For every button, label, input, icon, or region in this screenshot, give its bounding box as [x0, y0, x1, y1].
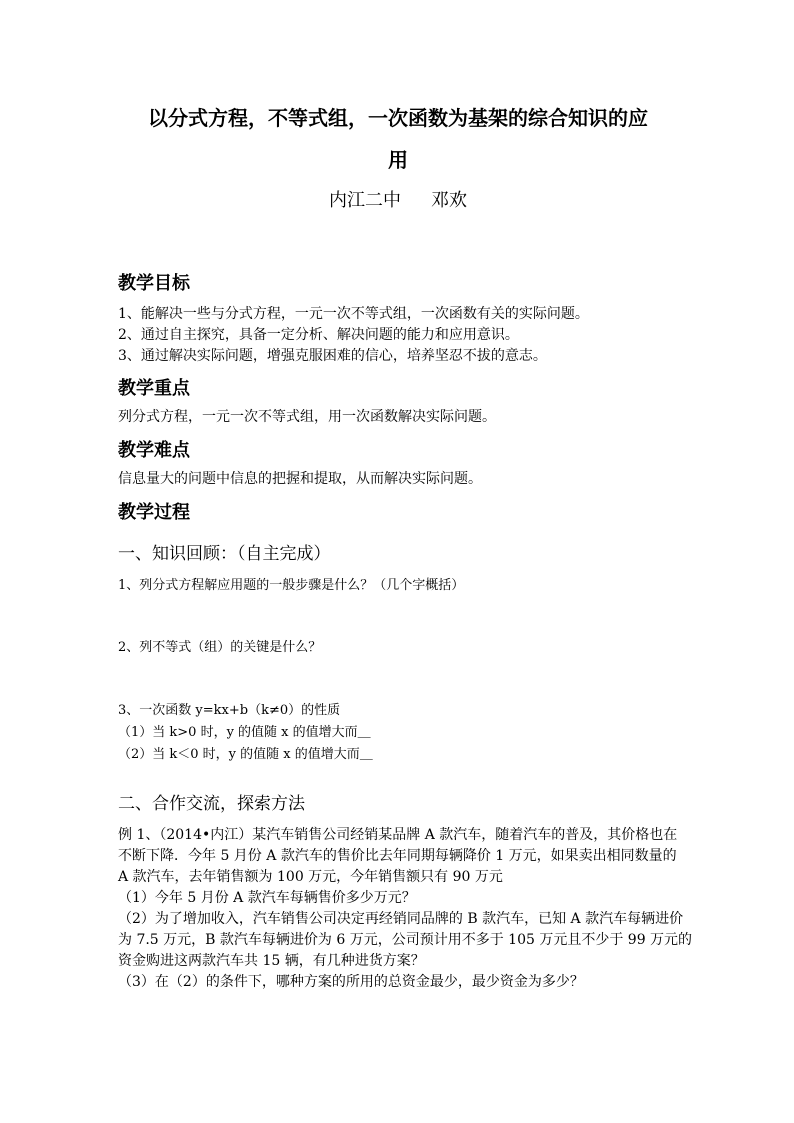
example-line: （2）为了增加收入，汽车销售公司决定再经销同品牌的 B 款汽车，已知 A 款汽车每辆进价 — [118, 911, 684, 927]
author-school: 内江二中 — [329, 190, 401, 211]
example-line: （1）今年 5 月份 A 款汽车每辆售价多少万元？ — [118, 890, 416, 906]
difficulties-section — [118, 438, 688, 464]
process-heading: 教学过程 — [118, 502, 190, 523]
title-line-2: 用 — [388, 148, 408, 172]
example-1 — [118, 825, 693, 993]
example-line: （3）在（2）的条件下，哪种方案的所用的总资金最少，最少资金为多少？ — [118, 974, 584, 990]
difficulties-heading: 教学难点 — [118, 440, 190, 461]
key-points-body — [118, 407, 688, 428]
review-section — [118, 542, 688, 566]
review-question-3b: （2）当 k＜0 时，y 的值随 x 的值增大而＿ — [118, 747, 373, 762]
goal-item: 3、通过解决实际问题，增强克服困难的信心，培养坚忍不拔的意志。 — [118, 348, 547, 364]
review-q1-wrap — [118, 575, 688, 597]
goals-heading: 教学目标 — [118, 273, 190, 294]
difficulties-body — [118, 469, 688, 490]
key-points-section — [118, 376, 688, 402]
example-line: A 款汽车，去年销售额为 100 万元，今年销售额只有 90 万元 — [118, 869, 503, 885]
example-line: 例 1、（2014•内江）某汽车销售公司经销某品牌 A 款汽车，随着汽车的普及，其价格也在 — [118, 827, 678, 843]
title-line-1: 以分式方程，不等式组，一次函数为基架的综合知识的应 — [148, 106, 648, 130]
goals-section — [118, 271, 688, 297]
goals-list — [118, 304, 688, 367]
goal-item: 1、能解决一些与分式方程，一元一次不等式组，一次函数有关的实际问题。 — [118, 306, 589, 322]
author-name: 邓欢 — [431, 190, 467, 211]
review-question-1: 1、列分式方程解应用题的一般步骤是什么？（几个字概括） — [118, 578, 465, 593]
example-line: 为 7.5 万元，B 款汽车每辆进价为 6 万元，公司预计用不多于 105 万元且不少于 99 万元的 — [118, 932, 693, 948]
difficulties-text: 信息量大的问题中信息的把握和提取，从而解决实际问题。 — [118, 471, 482, 487]
cooperation-heading: 二、合作交流，探索方法 — [118, 794, 305, 814]
goal-item: 2、通过自主探究，具备一定分析、解决问题的能力和应用意识。 — [118, 327, 519, 343]
review-question-2: 2、列不等式（组）的关键是什么？ — [118, 640, 322, 655]
review-question-3a: （1）当 k>0 时，y 的值随 x 的值增大而＿ — [118, 725, 371, 740]
review-q2-wrap — [118, 637, 688, 659]
key-points-text: 列分式方程，一元一次不等式组，用一次函数解决实际问题。 — [118, 409, 496, 425]
example-line: 不断下降．今年 5 月份 A 款汽车的售价比去年同期每辆降价 1 万元，如果卖出相同数量的 — [118, 848, 677, 864]
cooperation-section — [118, 792, 688, 816]
process-section — [118, 500, 688, 526]
review-question-3: 3、一次函数 y=kx+b（k≠0）的性质 — [118, 703, 341, 718]
author-line — [118, 188, 678, 214]
example-line: 资金购进这两款汽车共 15 辆，有几种进货方案？ — [118, 953, 425, 969]
key-points-heading: 教学重点 — [118, 378, 190, 399]
review-heading: 一、知识回顾：（自主完成） — [118, 544, 331, 564]
review-q3-wrap — [118, 700, 688, 766]
